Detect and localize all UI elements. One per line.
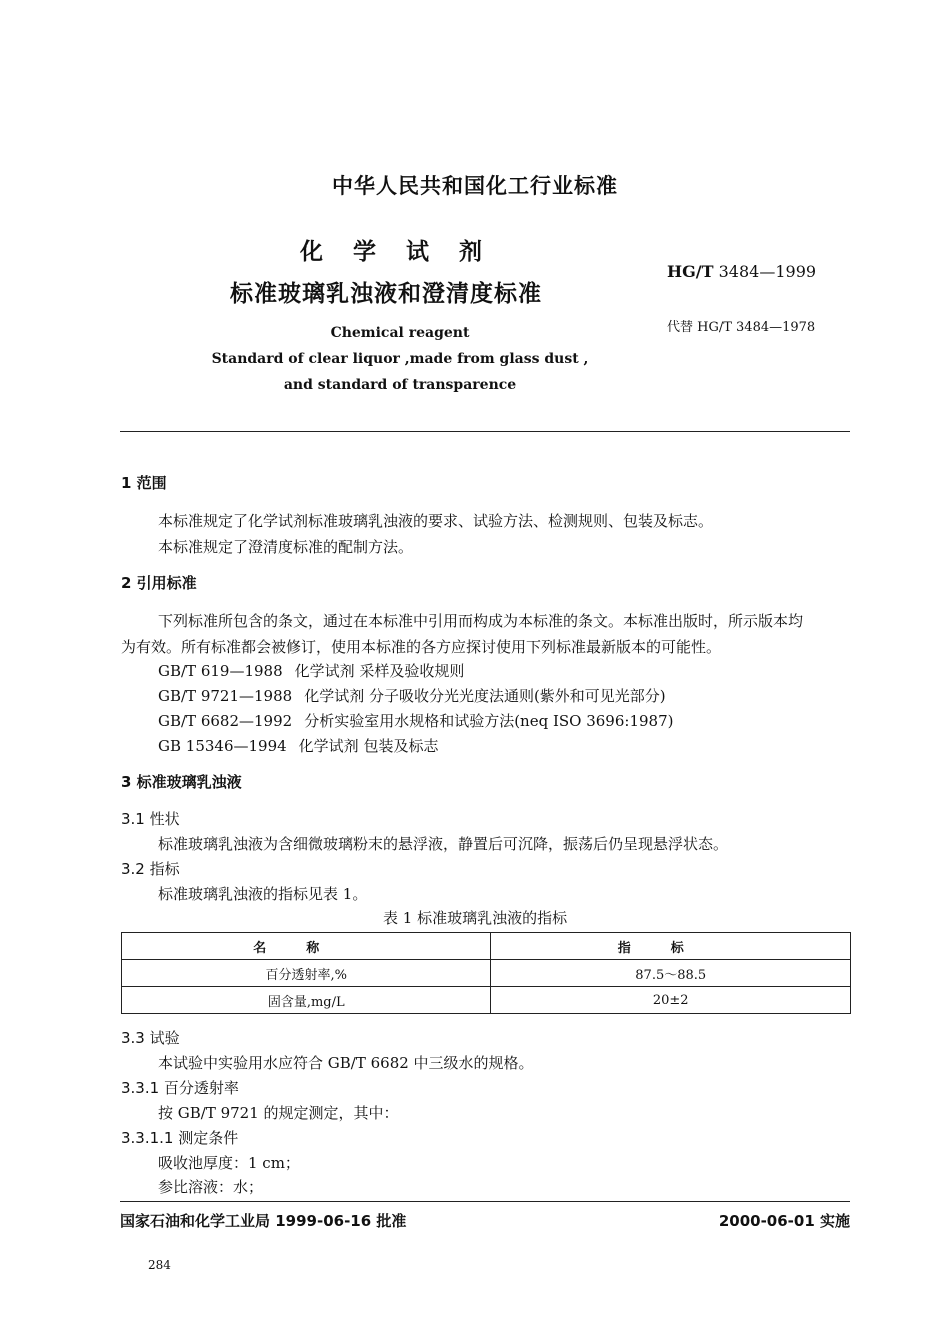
section-2-paragraph-line1: 下列标准所包含的条文，通过在本标准中引用而构成为本标准的条文。本标准出版时，所示版本均	[158, 612, 804, 630]
reference-item	[158, 685, 666, 706]
reference-code: GB/T 9721—1988	[158, 687, 293, 705]
approval-date: 国家石油和化学工业局 1999-06-16 批准	[120, 1212, 407, 1230]
table-row	[122, 987, 851, 1014]
standard-title-line2: 标准玻璃乳浊液和澄清度标准	[230, 281, 542, 307]
standard-title-line1: 化学试剂	[300, 239, 512, 265]
section-3-3-1-1-line1: 吸收池厚度：1 cm；	[158, 1154, 300, 1172]
section-2-heading: 2 引用标准	[121, 574, 197, 592]
table-header-cell: 指标	[491, 933, 851, 960]
section-1-heading: 1 范围	[121, 474, 167, 492]
section-3-3-1-text: 按 GB/T 9721 的规定测定，其中：	[158, 1104, 399, 1122]
section-1-paragraph-2: 本标准规定了澄清度标准的配制方法。	[158, 538, 414, 556]
table-cell: 百分透射率,%	[122, 960, 491, 987]
table-cell: 87.5～88.5	[491, 960, 851, 987]
section-3-3-text: 本试验中实验用水应符合 GB/T 6682 中三级水的规格。	[158, 1054, 534, 1072]
reference-item	[158, 735, 438, 756]
section-3-2-text: 标准玻璃乳浊液的指标见表 1。	[158, 885, 368, 903]
section-3-3-1-heading: 3.3.1 百分透射率	[121, 1079, 239, 1097]
header-divider	[120, 431, 850, 432]
reference-item	[158, 660, 464, 681]
section-3-3-1-1-line2: 参比溶液：水；	[158, 1178, 264, 1196]
indicator-table	[121, 932, 851, 1014]
implementation-date: 2000-06-01 实施	[718, 1212, 850, 1230]
standard-code: HG/T	[667, 262, 714, 281]
reference-name: 化学试剂 采样及验收规则	[294, 662, 465, 680]
reference-code: GB/T 619—1988	[158, 662, 283, 680]
table-header-row	[122, 933, 851, 960]
section-3-heading: 3 标准玻璃乳浊液	[121, 773, 242, 791]
reference-name: 分析实验室用水规格和试验方法(neq ISO 3696:1987)	[304, 712, 674, 730]
issuing-body-title: 中华人民共和国化工行业标准	[332, 174, 618, 198]
reference-item	[158, 710, 673, 731]
section-3-3-heading: 3.3 试验	[121, 1029, 180, 1047]
section-3-2-heading: 3.2 指标	[121, 860, 180, 878]
section-3-1-heading: 3.1 性状	[121, 810, 180, 828]
table-header-cell: 名称	[122, 933, 491, 960]
reference-name: 化学试剂 包装及标志	[298, 737, 439, 755]
table-cell: 20±2	[491, 987, 851, 1014]
section-1-paragraph-1: 本标准规定了化学试剂标准玻璃乳浊液的要求、试验方法、检测规则、包装及标志。	[158, 512, 714, 530]
english-title-line1: Chemical reagent	[330, 325, 470, 341]
reference-code: GB/T 6682—1992	[158, 712, 293, 730]
reference-code: GB 15346—1994	[158, 737, 287, 755]
reference-name: 化学试剂 分子吸收分光光度法通则(紫外和可见光部分)	[304, 687, 666, 705]
footer-divider	[120, 1201, 850, 1202]
standard-number-value: 3484—1999	[718, 262, 817, 281]
page-number: 284	[148, 1258, 171, 1272]
replaces-standard: 代替 HG/T 3484—1978	[667, 320, 816, 335]
section-3-3-1-1-heading: 3.3.1.1 测定条件	[121, 1129, 239, 1147]
section-2-paragraph-line2: 为有效。所有标准都会被修订，使用本标准的各方应探讨使用下列标准最新版本的可能性。	[121, 638, 722, 656]
standard-number	[667, 262, 816, 281]
table-1-caption: 表 1 标准玻璃乳浊液的指标	[383, 909, 568, 927]
section-3-1-text: 标准玻璃乳浊液为含细微玻璃粉末的悬浮液，静置后可沉降，振荡后仍呈现悬浮状态。	[158, 835, 729, 853]
table-cell: 固含量,mg/L	[122, 987, 491, 1014]
english-title	[120, 320, 680, 398]
english-title-line2: Standard of clear liquor ,made from glass dust ,	[211, 351, 589, 367]
english-title-line3: and standard of transparence	[283, 377, 517, 393]
table-row	[122, 960, 851, 987]
